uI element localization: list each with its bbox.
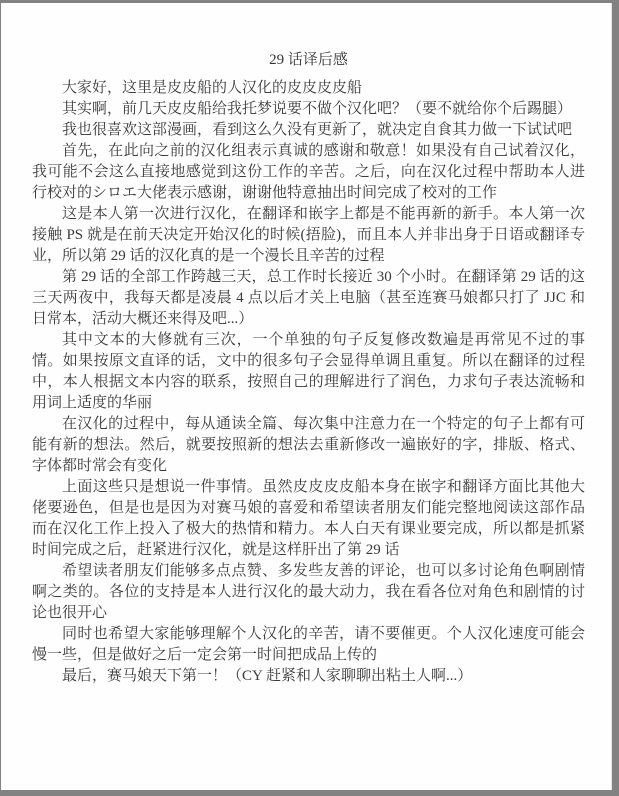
paragraph: 这是本人第一次进行汉化，在翻译和嵌字上都是不能再新的新手。本人第一次接触 PS 就是在前天决定开始汉化的时候(捂脸)，而且本人并非出身于日语或翻译专业，所以第 29 话的汉化真的是一个漫长且辛苦的过程 <box>32 206 585 264</box>
paragraph: 第 29 话的全部工作跨越三天，总工作时长接近 30 个小时。在翻译第 29 话的这三天两夜中，我每天都是凌晨 4 点以后才关上电脑（甚至连赛马娘都只打了 JJC 和日常本，活动大概还来得及吧...） <box>32 269 585 327</box>
paragraph-list <box>32 78 585 687</box>
document-page <box>1 3 612 790</box>
paragraph: 上面这些只是想说一件事情。虽然皮皮皮皮船本身在嵌字和翻译方面比其他大佬要逊色，但是也是因为对赛马娘的喜爱和希望读者朋友们能完整地阅读这部作品而在汉化工作上投入了极大的热情和精力。本人白天有课业要完成，所以都是抓紧时间完成之后，赶紧进行汉化，就是这样肝出了第 29 话 <box>32 479 585 558</box>
paragraph: 希望读者朋友们能够多点点赞、多发些友善的评论，也可以多讨论角色啊剧情啊之类的。各位的支持是本人进行汉化的最大动力，我在看各位对角色和剧情的讨论也很开心 <box>32 563 585 621</box>
document-content <box>1 3 611 687</box>
paragraph: 其实啊，前几天皮皮船给我托梦说要不做个汉化吧？（要不就给你个后踢腿） <box>62 101 573 117</box>
paragraph: 同时也希望大家能够理解个人汉化的辛苦，请不要催更。个人汉化速度可能会慢一些，但是做好之后一定会第一时间把成品上传的 <box>32 626 585 663</box>
paragraph: 最后，赛马娘天下第一！（CY 赶紧和人家聊聊出粘土人啊...） <box>62 668 473 684</box>
document-title: 29 话译后感 <box>269 52 348 68</box>
paragraph: 在汉化的过程中，每从通读全篇、每次集中注意力在一个特定的句子上都有可能有新的想法。然后，就要按照新的想法去重新修改一遍嵌好的字，排版、格式、字体都时常会有变化 <box>32 416 585 474</box>
paragraph: 我也很喜欢这部漫画，看到这么久没有更新了，就决定自食其力做一下试试吧 <box>62 122 573 138</box>
paragraph: 首先，在此向之前的汉化组表示真诚的感谢和敬意！如果没有自己试着汉化，我可能不会这么直接地感觉到这份工作的辛苦。之后，向在汉化过程中帮助本人进行校对的シロエ大佬表示感谢，谢谢他特意抽出时间完成了校对的工作 <box>32 143 585 201</box>
paragraph: 其中文本的大修就有三次，一个单独的句子反复修改数遍是再常见不过的事情。如果按原文直译的话，文中的很多句子会显得单调且重复。所以在翻译的过程中，本人根据文本内容的联系，按照自己的理解进行了润色，力求句子表达流畅和用词上适度的华丽 <box>32 332 585 411</box>
paragraph: 大家好，这里是皮皮船的人汉化的皮皮皮皮船 <box>62 80 363 96</box>
